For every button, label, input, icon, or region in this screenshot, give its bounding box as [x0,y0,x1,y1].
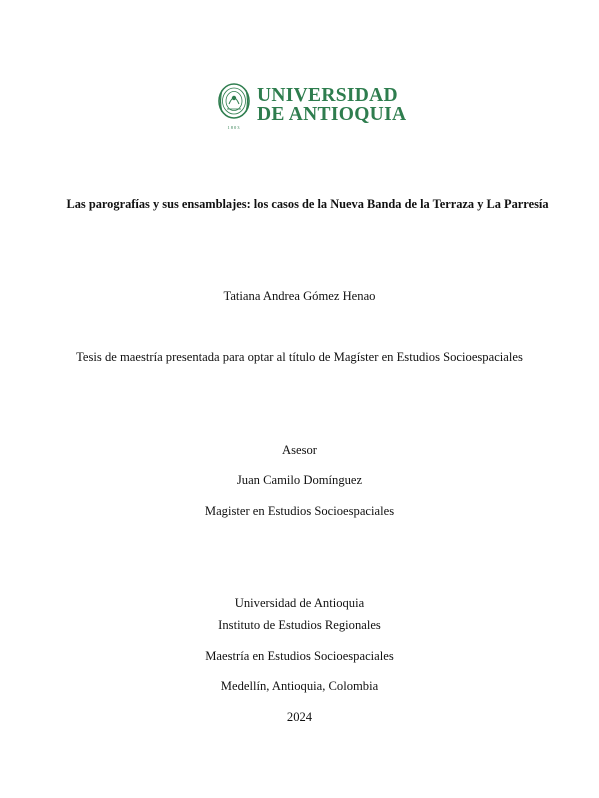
wordmark-line-1: UNIVERSIDAD [257,85,398,106]
wordmark-line-2: DE ANTIOQUIA [257,104,407,125]
advisor-name: Juan Camilo Domínguez [236,473,363,487]
location: Medellín, Antioquia, Colombia [220,679,379,693]
university-wordmark [257,86,406,124]
thesis-statement: Tesis de maestría presentada para optar al título de Magíster en Estudios Socioespaciales [76,350,523,364]
advisor-label: Asesor [282,443,317,457]
year: 2024 [286,710,313,724]
institute-name: Instituto de Estudios Regionales [218,618,381,632]
university-seal-icon [216,80,252,132]
advisor-degree: Magister en Estudios Socioespaciales [204,504,395,518]
author-name: Tatiana Andrea Gómez Henao [223,289,376,303]
university-name: Universidad de Antioquia [234,596,365,610]
seal-year: 1803 [227,125,241,130]
thesis-title: Las parografías y sus ensamblajes: los casos de la Nueva Banda de la Terraza y La Parresía [66,197,549,211]
university-logo [216,80,406,132]
program-name: Maestría en Estudios Socioespaciales [205,649,394,663]
